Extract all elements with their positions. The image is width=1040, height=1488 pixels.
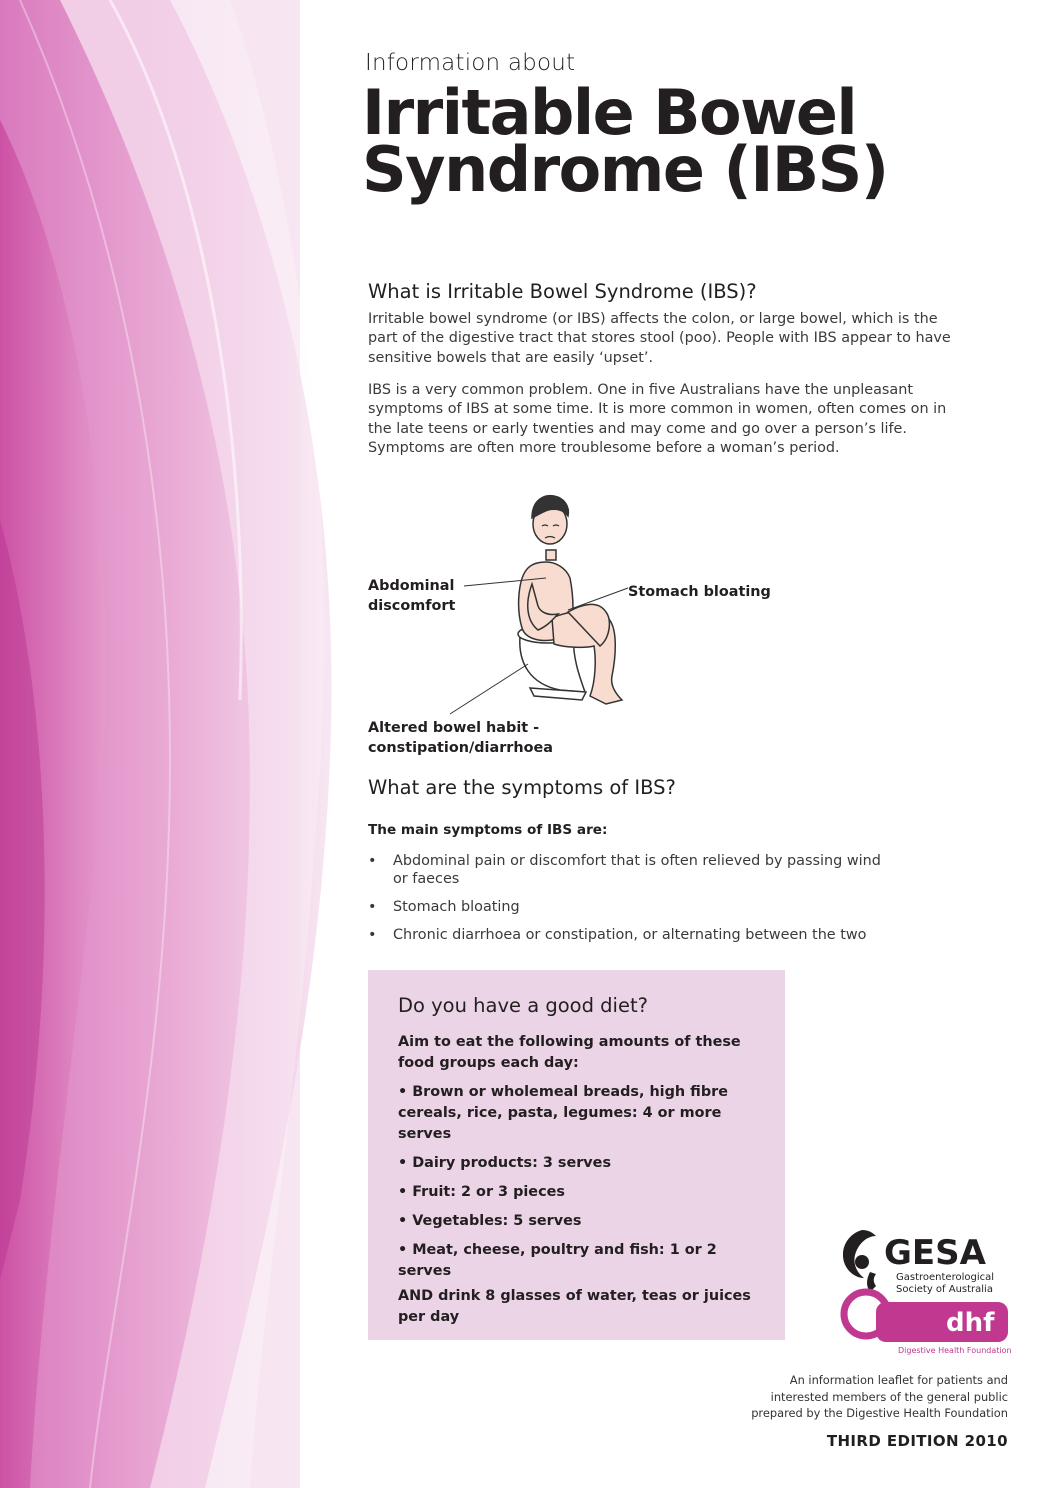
paragraph-intro: Irritable bowel syndrome (or IBS) affects the colon, or large bowel, which is the part of the digestive tract that stores stool (poo). People with IBS appear to have sensitive bowels that are easily ‘upset’. <box>368 311 951 366</box>
diet-box-body <box>398 1032 768 1336</box>
diet-line: Aim to eat the following amounts of these food groups each day: <box>398 1034 741 1071</box>
list-item-text: Stomach bloating <box>393 899 520 915</box>
section-heading-what-is-ibs: What is Irritable Bowel Syndrome (IBS)? <box>368 280 757 303</box>
gesa-dhf-logo <box>836 1222 1016 1362</box>
list-item <box>368 852 888 888</box>
footer-note-line: An information leaflet for patients and <box>789 1373 1008 1387</box>
dhf-wordmark: dhf <box>946 1308 995 1338</box>
page-title: Irritable Bowel Syndrome (IBS) <box>362 76 888 206</box>
gesa-name-line1: Gastroenterological <box>896 1272 995 1283</box>
footer-note-line: interested members of the general public <box>770 1389 1008 1404</box>
gesa-swirl-icon <box>843 1230 876 1292</box>
footer-note <box>708 1372 1008 1422</box>
diet-line: • Vegetables: 5 serves <box>398 1213 582 1229</box>
symptoms-intro: The main symptoms of IBS are: <box>368 822 608 838</box>
diet-box-title: Do you have a good diet? <box>398 994 648 1017</box>
pink-ribbon-art <box>0 0 346 1488</box>
edition-label: THIRD EDITION 2010 <box>826 1432 1008 1450</box>
gesa-name-line2: Society of Australia <box>896 1284 993 1295</box>
bullet-glyph: • <box>368 927 377 943</box>
diet-line: • Fruit: 2 or 3 pieces <box>398 1184 565 1200</box>
paragraph-prevalence: IBS is a very common problem. One in five Australians have the unpleasant symptoms of IBS at some time. It is more common in women, often comes on in the late teens or early twenties and may come and go over a person’s life. Symptoms are often more troublesome before a woman’s period. <box>368 382 947 456</box>
section-heading-symptoms: What are the symptoms of IBS? <box>368 776 676 799</box>
diet-line: • Dairy products: 3 serves <box>398 1155 612 1171</box>
dhf-full-name: Digestive Health Foundation <box>898 1346 1012 1355</box>
label-stomach-bloating: Stomach bloating <box>628 584 771 600</box>
label-abdominal-discomfort: Abdominal discomfort <box>368 578 456 614</box>
diet-info-box <box>368 970 785 1340</box>
gesa-wordmark: GESA <box>884 1233 986 1273</box>
footer-note-line: prepared by the Digestive Health Foundation <box>751 1406 1008 1420</box>
list-item <box>368 898 888 916</box>
title-kicker: Information about <box>365 50 576 76</box>
diet-line: • Brown or wholemeal breads, high fibre cereals, rice, pasta, legumes: 4 or more serves <box>398 1084 729 1142</box>
symptoms-list <box>368 852 888 954</box>
list-item-text: Abdominal pain or discomfort that is often relieved by passing wind or faeces <box>393 853 881 887</box>
bullet-glyph: • <box>368 899 377 915</box>
bullet-glyph: • <box>368 853 377 869</box>
list-item <box>368 926 888 944</box>
diet-line: AND drink 8 glasses of water, teas or juices per day <box>398 1288 751 1325</box>
diet-line: • Meat, cheese, poultry and fish: 1 or 2 serves <box>398 1242 717 1279</box>
label-altered-bowel-habit: Altered bowel habit - constipation/diarrhoea <box>368 720 553 756</box>
list-item-text: Chronic diarrhoea or constipation, or alternating between the two <box>393 927 867 943</box>
